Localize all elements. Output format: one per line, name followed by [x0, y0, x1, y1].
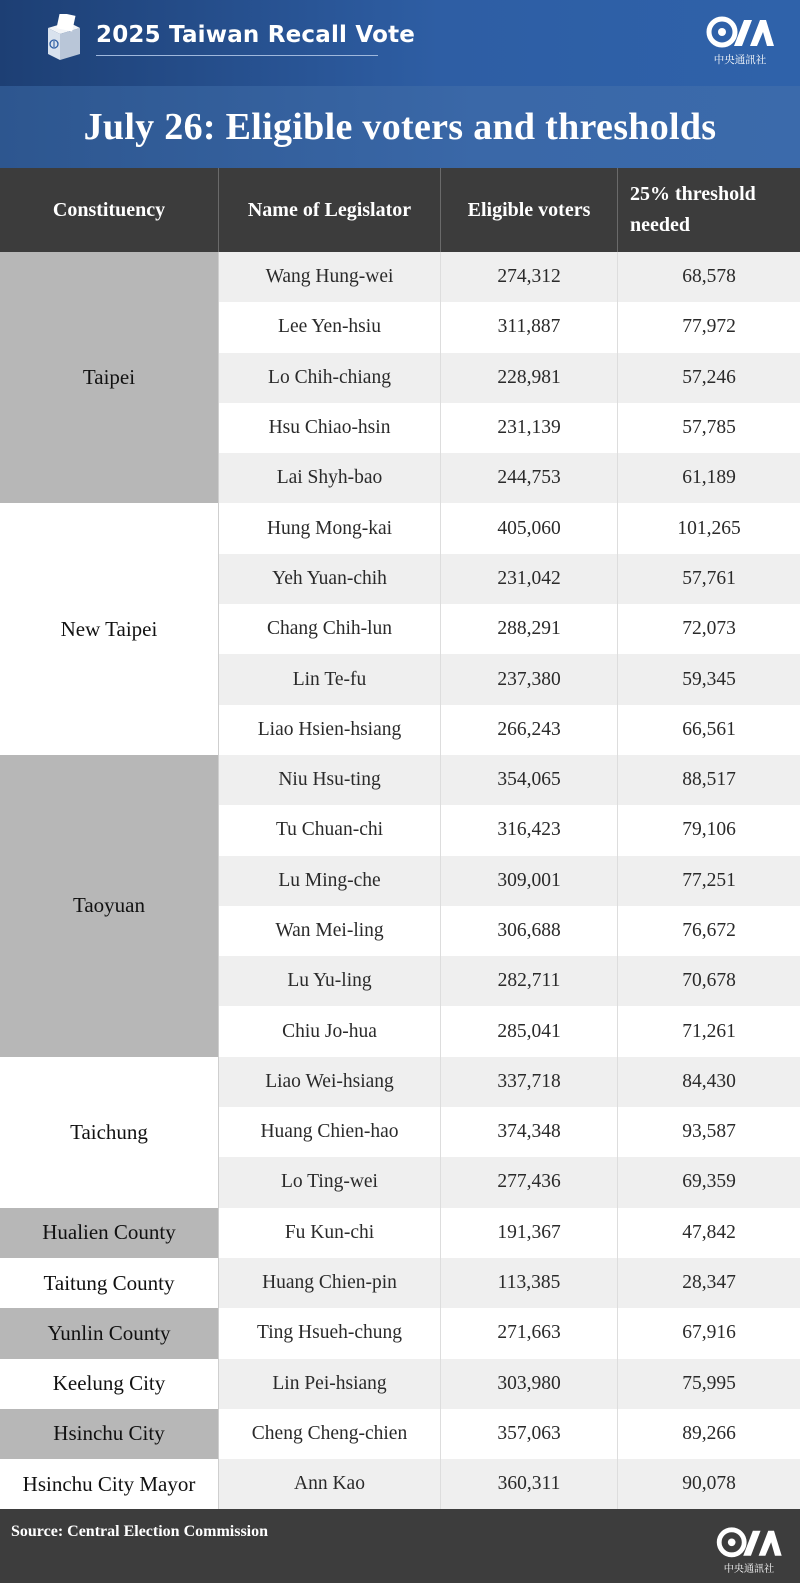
eligible-voters-value: 309,001 [441, 856, 618, 906]
threshold-value: 57,246 [618, 353, 800, 403]
eligible-voters-value: 244,753 [441, 453, 618, 503]
eligible-voters-value: 316,423 [441, 805, 618, 855]
threshold-value: 101,265 [618, 503, 800, 553]
threshold-value: 59,345 [618, 654, 800, 704]
eligible-voters-value: 374,348 [441, 1107, 618, 1157]
eligible-voters-value: 277,436 [441, 1157, 618, 1207]
headline-band [0, 86, 800, 168]
legislator-name: Fu Kun-chi [219, 1208, 441, 1258]
legislator-name: Hsu Chiao-hsin [219, 403, 441, 453]
eligible-voters-value: 354,065 [441, 755, 618, 805]
header-constituency: Constituency [0, 168, 219, 252]
legislator-name: Wang Hung-wei [219, 252, 441, 302]
legislator-name: Chang Chih-lun [219, 604, 441, 654]
threshold-value: 61,189 [618, 453, 800, 503]
legislator-name: Ting Hsueh-chung [219, 1308, 441, 1358]
legislator-name: Lai Shyh-bao [219, 453, 441, 503]
threshold-value: 66,561 [618, 705, 800, 755]
legislator-name: Tu Chuan-chi [219, 805, 441, 855]
threshold-value: 72,073 [618, 604, 800, 654]
ballot-box-icon [44, 14, 84, 62]
eligible-voters-value: 271,663 [441, 1308, 618, 1358]
constituency-cell: Hualien County [0, 1208, 219, 1258]
eligible-voters-value: 405,060 [441, 503, 618, 553]
constituency-cell: Taipei [0, 252, 219, 503]
cna-logo-footer [716, 1525, 782, 1575]
table-body [0, 252, 800, 1509]
constituency-cell: Taoyuan [0, 755, 219, 1057]
source-note: Source: Central Election Commission [11, 1523, 269, 1540]
eligible-voters-value: 231,042 [441, 554, 618, 604]
legislator-name: Huang Chien-pin [219, 1258, 441, 1308]
threshold-value: 77,251 [618, 856, 800, 906]
top-banner [0, 0, 800, 86]
legislator-name: Lo Chih-chiang [219, 353, 441, 403]
legislator-name: Liao Wei-hsiang [219, 1057, 441, 1107]
data-table [0, 168, 800, 1509]
threshold-value: 93,587 [618, 1107, 800, 1157]
threshold-value: 79,106 [618, 805, 800, 855]
legislator-name: Hung Mong-kai [219, 503, 441, 553]
legislator-name: Lu Ming-che [219, 856, 441, 906]
header-eligible-voters: Eligible voters [441, 168, 618, 252]
constituency-cell: New Taipei [0, 503, 219, 754]
banner-underline [96, 55, 378, 56]
threshold-value: 89,266 [618, 1409, 800, 1459]
eligible-voters-value: 306,688 [441, 906, 618, 956]
banner-title: 2025 Taiwan Recall Vote [96, 22, 416, 48]
table-header [0, 168, 800, 252]
threshold-value: 28,347 [618, 1258, 800, 1308]
footer [0, 1509, 800, 1583]
eligible-voters-value: 266,243 [441, 705, 618, 755]
constituency-cell: Keelung City [0, 1359, 219, 1409]
legislator-name: Lo Ting-wei [219, 1157, 441, 1207]
cna-logo [706, 14, 774, 66]
eligible-voters-value: 311,887 [441, 302, 618, 352]
constituency-cell: Taichung [0, 1057, 219, 1208]
constituency-cell: Taitung County [0, 1258, 219, 1308]
threshold-value: 77,972 [618, 302, 800, 352]
cna-logo-text: 中央通訊社 [713, 54, 767, 66]
threshold-value: 90,078 [618, 1459, 800, 1509]
threshold-value: 68,578 [618, 252, 800, 302]
eligible-voters-value: 237,380 [441, 654, 618, 704]
legislator-name: Niu Hsu-ting [219, 755, 441, 805]
threshold-value: 67,916 [618, 1308, 800, 1358]
eligible-voters-value: 274,312 [441, 252, 618, 302]
constituency-cell: Yunlin County [0, 1308, 219, 1358]
legislator-name: Cheng Cheng-chien [219, 1409, 441, 1459]
cna-footer-logo-text: 中央通訊社 [723, 1564, 775, 1575]
legislator-name: Lu Yu-ling [219, 956, 441, 1006]
eligible-voters-value: 288,291 [441, 604, 618, 654]
legislator-name: Lin Pei-hsiang [219, 1359, 441, 1409]
eligible-voters-value: 231,139 [441, 403, 618, 453]
threshold-value: 47,842 [618, 1208, 800, 1258]
threshold-value: 57,785 [618, 403, 800, 453]
eligible-voters-value: 228,981 [441, 353, 618, 403]
legislator-name: Liao Hsien-hsiang [219, 705, 441, 755]
threshold-value: 88,517 [618, 755, 800, 805]
legislator-name: Wan Mei-ling [219, 906, 441, 956]
threshold-value: 69,359 [618, 1157, 800, 1207]
threshold-value: 84,430 [618, 1057, 800, 1107]
eligible-voters-value: 360,311 [441, 1459, 618, 1509]
threshold-value: 76,672 [618, 906, 800, 956]
eligible-voters-value: 191,367 [441, 1208, 618, 1258]
legislator-name: Chiu Jo-hua [219, 1006, 441, 1056]
threshold-value: 71,261 [618, 1006, 800, 1056]
constituency-cell: Hsinchu City Mayor [0, 1459, 219, 1509]
legislator-name: Huang Chien-hao [219, 1107, 441, 1157]
threshold-value: 57,761 [618, 554, 800, 604]
legislator-name: Ann Kao [219, 1459, 441, 1509]
threshold-value: 70,678 [618, 956, 800, 1006]
constituency-cell: Hsinchu City [0, 1409, 219, 1459]
legislator-name: Lin Te-fu [219, 654, 441, 704]
legislator-name: Lee Yen-hsiu [219, 302, 441, 352]
eligible-voters-value: 303,980 [441, 1359, 618, 1409]
threshold-value: 75,995 [618, 1359, 800, 1409]
legislator-name: Yeh Yuan-chih [219, 554, 441, 604]
eligible-voters-value: 337,718 [441, 1057, 618, 1107]
eligible-voters-value: 357,063 [441, 1409, 618, 1459]
eligible-voters-value: 113,385 [441, 1258, 618, 1308]
page-title: July 26: Eligible voters and thresholds [83, 106, 717, 148]
eligible-voters-value: 285,041 [441, 1006, 618, 1056]
header-legislator: Name of Legislator [219, 168, 441, 252]
header-threshold: 25% threshold needed [630, 183, 756, 236]
eligible-voters-value: 282,711 [441, 956, 618, 1006]
